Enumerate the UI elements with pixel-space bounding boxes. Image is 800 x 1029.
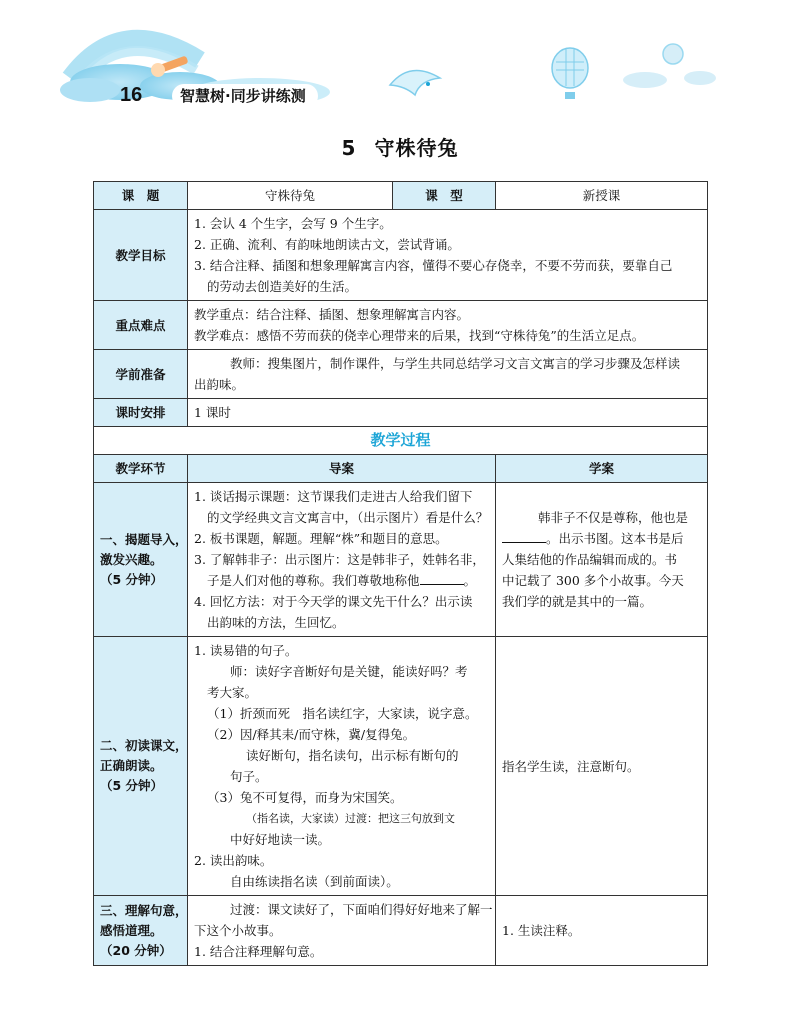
guide-line: 过渡：课文读好了，下面咱们得好好地来了解一 [230,902,493,917]
guide-line: 2. 读出韵味。 [194,853,273,868]
step-line: 三、理解句意， [100,902,188,918]
goal-line: 1. 会认 4 个生字，会写 9 个生字。 [194,216,392,231]
guide-line: 自由练读指名读（到前面读）。 [230,874,399,889]
guide-line: 中好好地读一读。 [230,832,331,847]
study-cell [496,896,708,966]
topic-label: 课 题 [94,182,188,210]
key-label: 重点难点 [94,301,188,350]
guide-line: 句子。 [230,769,268,784]
guide-line: 下这个小故事。 [194,923,282,938]
step-line: 二、初读课文， [100,738,188,753]
guide-line: 师：读好字音断好句是关键，能读好吗？考 [230,664,468,679]
process-row [94,896,708,966]
guide-cell [188,896,496,966]
type-value: 新授课 [496,182,708,210]
goal-line: 的劳动去创造美好的生活。 [207,279,358,294]
key-line: 教学重点：结合注释、插图、想象理解寓言内容。 [194,307,470,322]
time-row [94,399,708,427]
study-cell [496,483,708,637]
key-content [188,301,708,350]
guide-line: 2. 板书课题，解题。理解“株”和题目的意思。 [194,531,448,546]
study-line: 韩非子不仅是尊称，他也是 [538,510,689,525]
guide-line: 1. 谈话揭示课题：这节课我们走进古人给我们留下 [194,489,473,504]
col-step-header: 教学环节 [94,455,188,483]
study-line: 指名学生读，注意断句。 [502,758,640,774]
guide-line: （指名读，大家读）过渡：把这三句放到文 [246,812,455,825]
guide-line: 读好断句，指名读句，出示标有断句的 [246,748,459,763]
study-line: 人集结他的作品编辑而成的。书 [502,552,678,567]
step-cell [94,896,188,966]
process-title: 教学过程 [94,427,708,455]
sun-icon [663,44,683,64]
guide-cell [188,483,496,637]
goal-line: 3. 结合注释、插图和想象理解寓言内容，懂得不要心存侥幸，不要不劳而获，要靠自己 [194,258,673,273]
guide-line: （2）因/释其耒/而守株，冀/复得兔。 [207,727,416,742]
goals-content [188,210,708,301]
topic-value: 守株待兔 [188,182,393,210]
fill-blank [502,528,546,543]
guide-line: 考大家。 [207,685,258,700]
goal-line: 2. 正确、流利、有韵味地朗读古文，尝试背诵。 [194,237,460,252]
step-line: 一、揭题导入， [100,531,188,547]
step-line: 激发兴趣。 [100,551,163,567]
lesson-title [0,132,800,161]
lesson-name: 守株待兔 [374,136,459,160]
prep-label: 学前准备 [94,350,188,399]
study-line [502,528,701,549]
guide-text: 子是人们对他的尊称。我们尊敬地称他 [207,573,420,588]
prep-line: 教师：搜集图片，制作课件，与学生共同总结学习文言文寓言的学习步骤及怎样读 [230,356,681,371]
process-title-row [94,427,708,455]
prep-row [94,350,708,399]
page-number: 16 [120,84,143,106]
guide-line: 1. 读易错的句子。 [194,643,298,658]
study-cell [496,637,708,896]
step-line: （5 分钟） [100,778,164,793]
goals-label: 教学目标 [94,210,188,301]
goals-row [94,210,708,301]
process-row [94,637,708,896]
study-line: 中记载了 300 多个小故事。今天 [502,573,684,588]
study-line: 1. 生读注释。 [502,923,581,938]
guide-line: 的文学经典文言文寓言中，（出示图片）看是什么？ [207,510,489,525]
study-line: 我们学的就是其中的一篇。 [502,594,653,609]
cloud-icon [684,71,716,85]
col-study-header: 学案 [496,455,708,483]
process-row [94,483,708,637]
guide-line: 3. 了解韩非子：出示图片：这是韩非子，姓韩名非， [194,552,485,567]
guide-line: 1. 结合注释理解句意。 [194,944,323,959]
key-row [94,301,708,350]
step-line: 感悟道理。 [100,922,163,938]
guide-line: 4. 回忆方法：对于今天学的课文先干什么？出示读 [194,594,473,609]
time-value: 1 课时 [188,399,708,427]
key-line: 教学难点：感悟不劳而获的侥幸心理带来的后果，找到“守株待兔”的生活立足点。 [194,328,645,343]
guide-cell [188,637,496,896]
series-title: 智慧树·同步讲练测 [172,84,318,108]
prep-line: 出韵味。 [194,377,245,392]
study-text: 。出示书图。这本书是后 [546,531,684,546]
step-line: （5 分钟） [100,571,164,587]
guide-line: 子是人们对他的尊称。我们尊敬地称他 。 [194,570,489,591]
guide-line: （3）兔不可复得，而身为宋国笑。 [207,790,403,805]
step-line: 正确朗读。 [100,758,163,773]
step-cell [94,637,188,896]
guide-line: 出韵味的方法，生回忆。 [207,615,345,630]
hot-air-balloon-icon [552,48,588,99]
step-line: （20 分钟） [100,942,172,958]
col-guide-header: 导案 [188,455,496,483]
step-cell [94,483,188,637]
guide-line: （1）折颈而死 指名读红字，大家读，说字意。 [207,706,478,721]
fill-blank [420,570,464,585]
type-label: 课 型 [393,182,496,210]
topic-row [94,182,708,210]
process-header-row [94,455,708,483]
bird-icon [390,70,440,95]
lesson-number: 5 [341,136,357,160]
cloud-icon [623,72,667,88]
lesson-plan-table [93,181,708,966]
time-label: 课时安排 [94,399,188,427]
prep-content [188,350,708,399]
